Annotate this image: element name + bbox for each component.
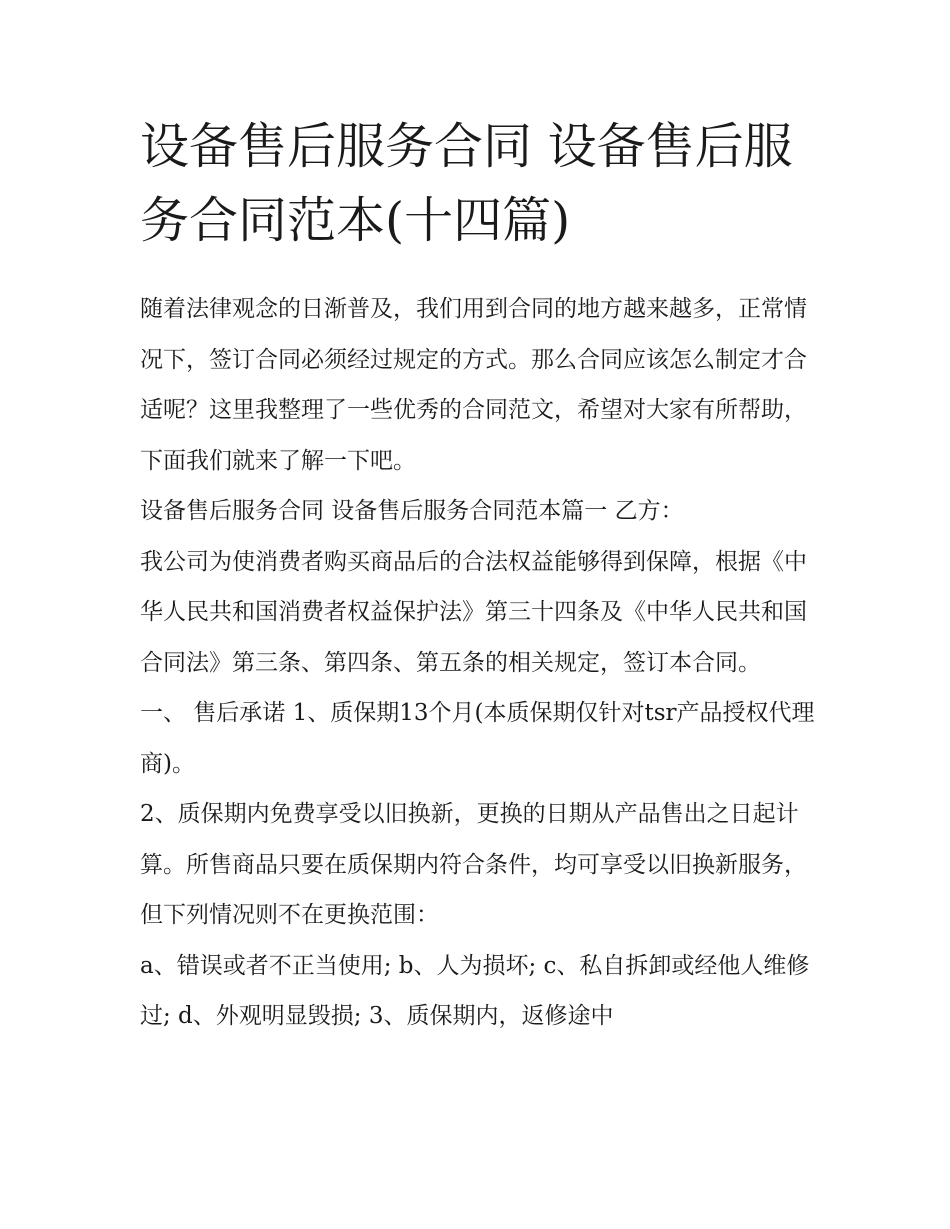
paragraph-warranty-period: 一、 售后承诺 1、质保期13个月(本质保期仅针对tsr产品授权代理商)。: [140, 700, 815, 777]
paragraph-section-heading: 设备售后服务合同 设备售后服务合同范本篇一 乙方：: [140, 498, 684, 524]
paragraph-intro: 随着法律观念的日渐普及，我们用到合同的地方越来越多，正常情况下，签订合同必须经过规定的方式。那么合同应该怎么制定才合适呢？这里我整理了一些优秀的合同范文，希望对大家有所帮助，下面我们就来了解一下吧。: [140, 296, 807, 474]
document-body: [140, 284, 820, 1042]
document-page: [140, 110, 820, 1042]
paragraph-exclusions: a、错误或者不正当使用; b、人为损坏; c、私自拆卸或经他人维修过; d、外观明显毁损; 3、质保期内，返修途中: [140, 952, 810, 1029]
paragraph-exchange-policy: 2、质保期内免费享受以旧换新，更换的日期从产品售出之日起计算。所售商品只要在质保期内符合条件，均可享受以旧换新服务，但下列情况则不在更换范围：: [140, 801, 807, 928]
paragraph-legal-basis: 我公司为使消费者购买商品后的合法权益能够得到保障，根据《中华人民共和国消费者权益保护法》第三十四条及《中华人民共和国合同法》第三条、第四条、第五条的相关规定，签订本合同。: [140, 548, 807, 676]
document-title: 设备售后服务合同 设备售后服务合同范本(十四篇): [140, 118, 793, 249]
